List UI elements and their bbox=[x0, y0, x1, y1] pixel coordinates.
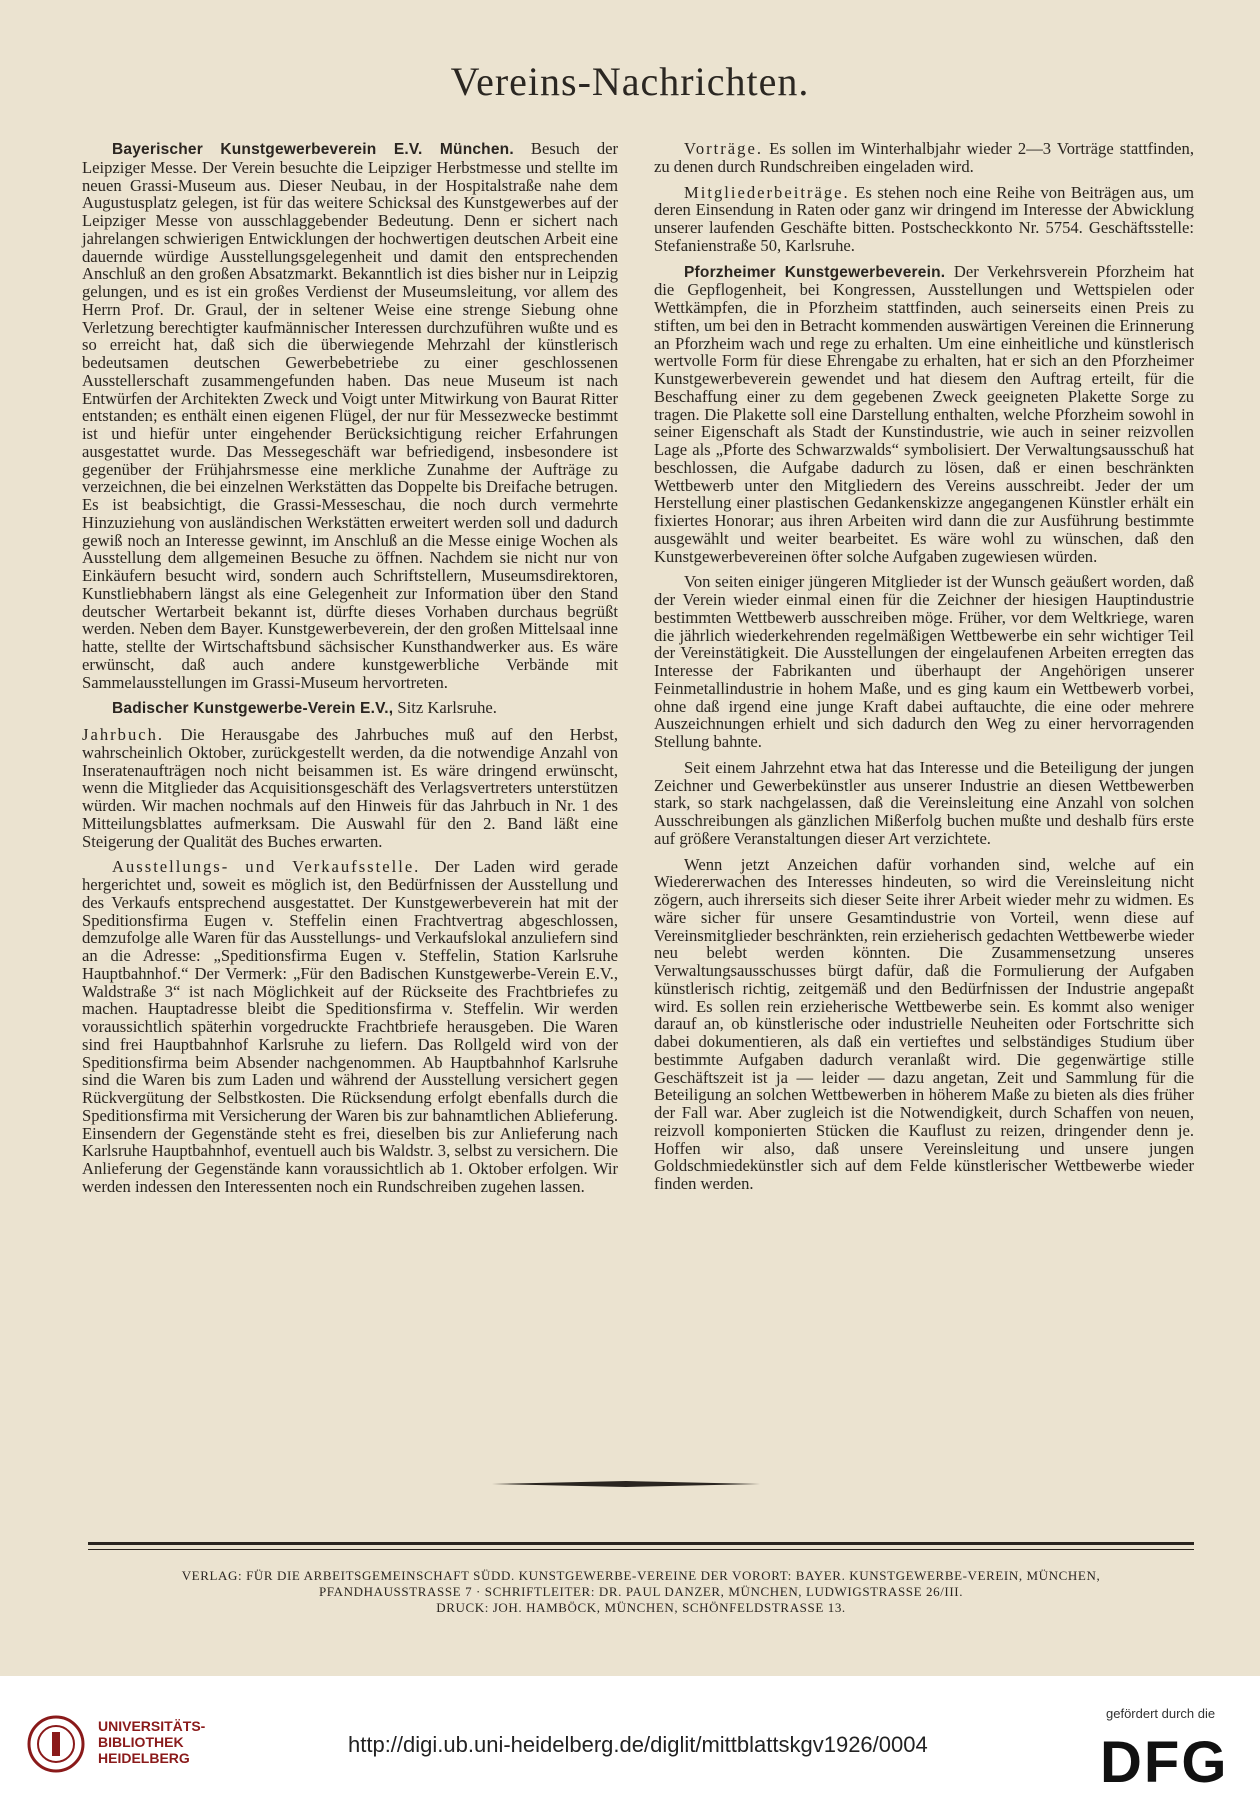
paragraph-bayern: Besuch der Leipziger Messe. Der Verein besuchte die Leipziger Herbstmesse und stellte im neuen Grassi-Museum aus. Dieser Neubau, in der Hospitalstraße nahe dem Augustusplatz gelegen, ist für das weitere Schicksal des Kunstgewerbes auf der Leipziger Messe von ausschlaggebender Bedeutung. Denn er sichert nach jahrelangen schwierigen Entwicklungen der hochwertigen deutschen Arbeit eine dauernde würdige Ausstellungsgelegenheit und damit den entsprechenden Anschluß an den großen Absatzmarkt. Bekanntlich ist dies bisher nur in Leipzig gelungen, und es ist ein großes Verdienst der Museumsleitung, vor allem des Herrn Prof. Dr. Graul, der in seltener Weise eine strenge Siebung ohne Verletzung berechtigter kaufmännischer Interessen durchzuführen wußte und es so erreicht hat, daß sich die überwiegende Mehrzahl der künstlerisch bedeutsamen deutschen Gewerbebetriebe zu einer geschlossenen Ausstellerschaft zusammengefunden haben. Das neue Museum ist nach Entwürfen der Architekten Zweck und Voigt unter Mitwirkung von Baurat Ritter entstanden; es enthält einen eigenen Flügel, der nur für Messezwecke bestimmt ist und hiefür unter eingehender Berücksichtigung reicher Erfahrungen ausgestattet wurde. Das Messegeschäft war befriedigend, insbesondere ist gegenüber der Frühjahrsmesse eine merkliche Zunahme der Aufträge zu verzeichnen, die bei einzelnen Werkstätten das Doppelte bis Dreifache betrugen. Es ist beabsichtigt, die Grassi-Messeschau, die noch durch vermehrte Hinzuziehung von ausländischen Werkstätten erweitert werden soll und dadurch gewiß noch an Interesse gewinnt, im Anschluß an die Messe einige Wochen als Ausstellung dem allgemeinen Besuche zu öffnen. Nachdem sie nicht nur von Einkäufern besucht wird, sondern auch Schriftstellern, Museumsdirektoren, Kunstliebhabern längst als eine Gelegenheit zur Information über den Stand deutscher Wertarbeit bekannt ist, dürfte dieses Vorhaben durchaus begrüßt werden. Neben dem Bayer. Kunstgewerbeverein, der den großen Mittelsaal inne hatte, stellte der Wirtschaftsbund sächsischer Kunsthandwerker aus. Es wäre erwünscht, daß auch andere kunstgewerbliche Verbände mit Sammelausstellungen im Grassi-Museum hervortreten. bbox=[82, 139, 619, 692]
imprint-line-2: PFANDHAUSSTRASSE 7 · SCHRIFTLEITER: DR. PAUL DANZER, MÜNCHEN, LUDWIGSTRASSE 26/III. bbox=[318, 1584, 964, 1599]
paragraph-jahrbuch: Die Herausgabe des Jahrbuches muß auf den Herbst, wahrscheinlich Oktober, zurückgestellt werden, da die notwendige Anzahl von Inseratenaufträgen noch nicht beisammen ist. Es wäre dringend erwünscht, wenn die Mitglieder das Acquisitionsgeschäft des Verlagsvertreters unterstützen würden. Wir machen nochmals auf den Hinweis für das Jahrbuch in Nr. 1 des Mitteilungsblattes aufmerksam. Die Auswahl für den 2. Band läßt eine Steigerung der Qualität des Buches erwarten. bbox=[82, 725, 618, 851]
svg-text:DFG: DFG bbox=[1100, 1730, 1229, 1790]
right-column bbox=[654, 140, 1194, 1201]
paragraph-wunsch: Von seiten einiger jüngeren Mitglieder ist der Wunsch geäußert worden, daß der Verein wieder einmal einen für die Zeichner der hiesigen Hauptindustrie bestimmten Wettbewerb ausschreiben möge. Früher, vor dem Weltkriege, waren die jährlich wiederkehrenden regelmäßigen Wettbewerbe ein sehr wichtiger Teil der Vereinstätigkeit. Die Ausstellungen der eingelaufenen Arbeiten erregten das Interesse der Fabrikanten und überhaupt der Angehörigen unserer Feinmetallindustrie in hohem Maße, und es ging kaum ein Wettbewerb vorbei, ohne daß irgend eine junge Kraft dabei auftauchte, die eine oder mehrere Auszeichnungen erhielt und sich dadurch den Weg zu einer hervorragenden Stellung bahnte. bbox=[654, 572, 1194, 751]
university-library-name bbox=[98, 1718, 205, 1766]
uni-name-line-2: BIBLIOTHEK bbox=[98, 1734, 184, 1750]
imprint-line-1: VERLAG: FÜR DIE ARBEITSGEMEINSCHAFT SÜDD. KUNSTGEWERBE-VEREINE DER VORORT: BAYER. KUNSTGEWERBE-VEREIN, MÜNCHEN, bbox=[181, 1568, 1101, 1583]
uni-name-line-1: UNIVERSITÄTS- bbox=[98, 1718, 206, 1734]
label-vortraege: Vorträge. bbox=[684, 139, 763, 158]
paragraph-vortraege: Es sollen im Winterhalbjahr wieder 2—3 Vorträge stattfinden, zu denen durch Rundschreiben eingeladen wird. bbox=[654, 139, 1194, 176]
section-heading-pforzheim: Pforzheimer Kunstgewerbeverein. bbox=[684, 263, 946, 281]
baden-seat: Sitz Karlsruhe. bbox=[397, 698, 497, 718]
paragraph-pforzheim: Der Verkehrsverein Pforzheim hat die Gepflogenheit, bei Kongressen, Ausstellungen und Wettspielen oder Wettkämpfen, die in Pforzheim stattfinden, auch seinerseits einen Preis zu stiften, um bei den in Betracht kommenden auswärtigen Vereinen die Erinnerung an Pforzheim wach und rege zu erhalten. Um eine einheitliche und künstlerisch wertvolle Form für diese Ehrengabe zu erhalten, hat er sich an den Pforzheimer Kunstgewerbeverein gewendet und hat diesem den Auftrag erteilt, für die Beschaffung einer zu dem gegebenen Zweck geeigneten Plakette Sorge zu tragen. Die Plakette soll eine Darstellung enthalten, welche Pforzheim sowohl in seiner Eigenschaft als Stadt der Kunstindustrie, wie auch in seiner reizvollen Lage als „Pforte des Schwarzwalds“ symbolisiert. Der Verwaltungsausschuß hat beschlossen, die Aufgabe dadurch zu lösen, daß er einen beschränkten Wettbewerb unter den Mitgliedern des Vereins ausschreibt. Jeder der um Herstellung einer plastischen Gedankenskizze angegangenen Künstler erhält ein fixiertes Honorar; aus ihren Arbeiten wird dann die zur Ausführung bestimmte ausgewählt und weiter bearbeitet. Es wäre wohl zu wünschen, daß den Kunstgewerbevereinen öfter solche Aufgaben zugewiesen würden. bbox=[654, 261, 1195, 566]
paragraph-anzeichen: Wenn jetzt Anzeichen dafür vorhanden sind, welche auf ein Wiedererwachen des Interesses hindeuten, so wird die Vereinsleitung nicht zögern, auch ihrerseits sich dieser Seite ihrer Arbeit wieder mehr zu widmen. Es wäre sicher für unsere Gesamtindustrie von Vorteil, wenn diese auf Vereinsmitglieder beschränkten, rein erzieherisch gedachten Wettbewerbe wieder neu belebt werden könnten. Die Zusammensetzung unseres Verwaltungsausschusses bürgt dafür, daß die Formulierung der Aufgaben künstlerisch richtig, zeitgemäß und den Bedürfnissen der Industrie angepaßt wird. Es sollen rein erzieherische Wettbewerbe sein. Es kommt also weniger darauf an, ob künstlerische oder industrielle Neuheiten oder Fortschritte sich dabei dokumentieren, als daß ein vertieftes und selbständiges Studium über bestimmte Aufgaben dadurch veranlaßt wird. Die gegenwärtige stille Geschäftszeit ist ja — leider — dazu angetan, Zeit und Sammlung für die Beteiligung an solchen Wettbewerben in höherem Maße zu bieten als dies früher der Fall war. Aber zugleich ist die Notwendigkeit, durch Schaffen von neuen, reizvoll komponierten Stücken die Kauflust zu reizen, dringender denn je. Hoffen wir also, daß unsere Vereinsleitung und unsere jungen Goldschmiedekünstler sich auf dem Felde künstlerischer Wettbewerbe wieder finden werden. bbox=[654, 854, 1194, 1193]
dfg-logo-icon bbox=[1100, 1728, 1240, 1790]
paragraph-jahrzehnt: Seit einem Jahrzehnt etwa hat das Interesse und die Beteiligung der jungen Zeichner und Gewerbekünstler aus unserer Industrie an diesen Wettbewerben stark, so stark nachgelassen, daß die Vereinsleitung eine Anzahl von solchen Ausschreibungen als gänzlichen Mißerfolg buchen mußte und deshalb fürs erste auf größere Veranstaltungen dieser Art verzichtete. bbox=[654, 757, 1194, 848]
paragraph-beitraege: Es stehen noch eine Reihe von Beiträgen aus, um deren Einsendung in Raten oder ganz wir dringend im Interesse der Abwicklung unserer laufenden Geschäfte bitten. Postscheckkonto Nr. 5754. Geschäftsstelle: Stefanienstraße 50, Karlsruhe. bbox=[654, 182, 1194, 255]
imprint-rule-thick bbox=[88, 1542, 1194, 1545]
ornament-divider bbox=[492, 1480, 760, 1488]
imprint-rule-thin bbox=[88, 1549, 1194, 1550]
paragraph-ausstellung: Der Laden wird gerade hergerichtet und, soweit es möglich ist, den Bedürfnissen der Ausstellung und des Verkaufs entsprechend ausgestattet. Der Kunstgewerbeverein hat mit der Speditionsfirma Eugen v. Steffelin einen Frachtvertrag abgeschlossen, demzufolge alle Waren für das Ausstellungs- und Verkaufslokal anzuliefern sind an die Adresse: „Speditionsfirma Eugen v. Steffelin, Station Karlsruhe Hauptbahnhof.“ Der Vermerk: „Für den Badischen Kunstgewerbe-Verein E.V., Waldstraße 3“ ist nach Möglichkeit auf der Rückseite des Frachtbriefes zu machen. Hauptadresse bleibt die Speditionsfirma v. Steffelin. Wir werden voraussichtlich späterhin vorgedruckte Frachtbriefe herausgeben. Die Waren sind frei Hauptbahnhof Karlsruhe zu liefern. Das Rollgeld wird von der Speditionsfirma beim Absender nachgenommen. Ab Hauptbahnhof Karlsruhe sind die Waren bis zum Laden und während der Ausstellung versichert gegen Rückvergütung der Selbstkosten. Die Rücksendung erfolgt ebenfalls durch die Speditionsfirma mit Versicherung der Waren bis zur bahnamtlichen Ablieferung. Einsendern der Gegenstände steht es frei, dieselben bis zur Anlieferung nach Karlsruhe Hauptbahnhof, eventuell auch bis Waldstr. 3, selbst zu versichern. Die Anlieferung der Gegenstände kann voraussichtlich ab 1. Oktober erfolgen. Wir werden indessen den Interessenten noch ein Rundschreiben zugehen lassen. bbox=[82, 857, 618, 1196]
imprint bbox=[82, 1568, 1200, 1616]
digitization-footer bbox=[0, 1676, 1260, 1817]
label-beitraege: Mitgliederbeiträge. bbox=[684, 182, 850, 202]
imprint-line-3: DRUCK: JOH. HAMBÖCK, MÜNCHEN, SCHÖNFELDSTRASSE 13. bbox=[436, 1600, 846, 1615]
label-ausstellung: Ausstellungs- und Verkaufsstelle. bbox=[112, 857, 421, 877]
section-heading-baden: Badischer Kunstgewerbe-Verein E.V., bbox=[112, 700, 394, 718]
label-jahrbuch: Jahrbuch. bbox=[82, 725, 165, 744]
university-seal-icon bbox=[26, 1714, 86, 1774]
uni-name-line-3: HEIDELBERG bbox=[98, 1750, 190, 1766]
page-title: Vereins-Nachrichten. bbox=[450, 59, 810, 104]
left-column bbox=[82, 140, 618, 1204]
section-heading-bayern: Bayerischer Kunstgewerbeverein E.V. München. bbox=[112, 141, 514, 158]
source-url-link[interactable]: http://digi.ub.uni-heidelberg.de/diglit/mittblattskgv1926/0004 bbox=[348, 1732, 928, 1757]
dfg-caption: gefördert durch die bbox=[1106, 1706, 1216, 1721]
